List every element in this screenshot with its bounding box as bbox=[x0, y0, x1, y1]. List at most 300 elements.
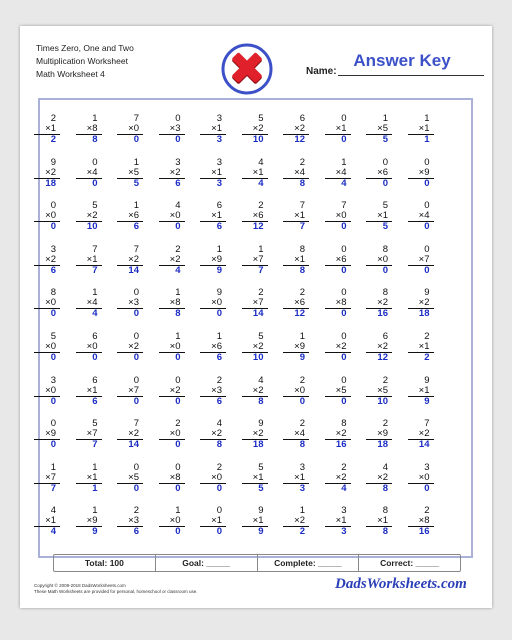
problem-multiplicand: 2 bbox=[341, 461, 347, 473]
problem bbox=[242, 332, 268, 363]
problem bbox=[325, 463, 351, 494]
problem bbox=[408, 463, 434, 494]
problem-multiplier: ×1 bbox=[34, 124, 60, 135]
problem-multiplicand: 0 bbox=[133, 461, 139, 473]
problem bbox=[242, 245, 268, 276]
problem bbox=[159, 332, 185, 363]
problem-multiplier: ×2 bbox=[325, 429, 351, 440]
problem bbox=[34, 506, 60, 537]
problem bbox=[34, 376, 60, 407]
problem bbox=[117, 158, 143, 189]
problem-answer: 7 bbox=[258, 264, 264, 276]
problem-multiplicand: 0 bbox=[175, 374, 181, 386]
problem-answer: 0 bbox=[133, 395, 139, 407]
problem-multiplier: ×1 bbox=[408, 124, 434, 135]
problem-answer: 10 bbox=[377, 395, 388, 407]
problem bbox=[408, 419, 434, 450]
problem-answer: 0 bbox=[382, 264, 388, 276]
problem-multiplier: ×6 bbox=[117, 211, 143, 222]
problem bbox=[283, 376, 309, 407]
problem-answer: 0 bbox=[50, 308, 56, 320]
problem bbox=[325, 419, 351, 450]
problem-multiplier: ×2 bbox=[408, 298, 434, 309]
problem-answer: 0 bbox=[50, 352, 56, 363]
problem-answer: 9 bbox=[299, 352, 305, 363]
problem bbox=[283, 419, 309, 450]
problem-answer: 0 bbox=[175, 134, 181, 145]
problem-multiplier: ×2 bbox=[159, 168, 185, 179]
problem bbox=[117, 245, 143, 276]
problem-multiplicand: 5 bbox=[92, 418, 98, 430]
problem bbox=[366, 288, 392, 319]
problem bbox=[366, 332, 392, 363]
problem-answer: 6 bbox=[133, 526, 139, 538]
title-line-1: Times Zero, One and Two bbox=[36, 43, 134, 53]
problem-multiplicand: 4 bbox=[216, 418, 222, 430]
problem-answer: 6 bbox=[92, 395, 98, 407]
problem-answer: 2 bbox=[424, 352, 430, 363]
problem bbox=[34, 245, 60, 276]
problem-multiplicand: 2 bbox=[175, 243, 181, 255]
worksheet-page bbox=[20, 26, 492, 608]
problem-multiplier: ×6 bbox=[200, 342, 226, 353]
problem bbox=[117, 506, 143, 537]
problem bbox=[34, 463, 60, 494]
problem-multiplier: ×1 bbox=[366, 516, 392, 527]
problem-answer: 10 bbox=[86, 221, 98, 233]
problem bbox=[159, 288, 185, 319]
problem-multiplier: ×0 bbox=[159, 429, 185, 440]
problem-multiplier: ×2 bbox=[366, 342, 392, 353]
problem-multiplicand: 3 bbox=[50, 374, 56, 386]
problem-multiplicand: 3 bbox=[424, 461, 430, 473]
problem bbox=[76, 376, 102, 407]
problem-multiplier: ×5 bbox=[117, 168, 143, 179]
problem-answer: 8 bbox=[175, 308, 181, 320]
problem-answer: 0 bbox=[299, 395, 305, 407]
problem-answer: 2 bbox=[299, 526, 305, 538]
problem-multiplicand: 2 bbox=[216, 374, 222, 386]
problem bbox=[283, 463, 309, 494]
problem-multiplicand: 6 bbox=[92, 374, 98, 386]
problem-multiplier: ×1 bbox=[242, 516, 268, 527]
problem-multiplicand: 2 bbox=[50, 113, 56, 124]
answer-key-label: Answer Key bbox=[353, 51, 451, 70]
problem-multiplicand: 8 bbox=[50, 287, 56, 299]
problem-multiplier: ×5 bbox=[366, 124, 392, 135]
problem-answer: 8 bbox=[382, 526, 388, 538]
problem-multiplicand: 3 bbox=[341, 505, 347, 517]
problem-answer: 4 bbox=[175, 264, 181, 276]
problem-multiplicand: 9 bbox=[424, 287, 430, 299]
problem-multiplicand: 0 bbox=[175, 113, 181, 124]
problem bbox=[408, 158, 434, 189]
problem-answer: 0 bbox=[424, 177, 430, 189]
problem-multiplicand: 1 bbox=[299, 331, 305, 342]
problem bbox=[283, 114, 309, 145]
problem-multiplicand: 2 bbox=[382, 374, 388, 386]
problem-multiplier: ×1 bbox=[200, 516, 226, 527]
problem-multiplicand: 0 bbox=[92, 156, 98, 168]
problem-multiplicand: 2 bbox=[382, 418, 388, 430]
problem-answer: 0 bbox=[341, 395, 347, 407]
problem-multiplier: ×2 bbox=[325, 473, 351, 484]
problem-multiplicand: 0 bbox=[133, 287, 139, 299]
problem bbox=[366, 376, 392, 407]
problem-multiplicand: 8 bbox=[382, 243, 388, 255]
problem-answer: 0 bbox=[216, 308, 222, 320]
problem-multiplier: ×2 bbox=[117, 429, 143, 440]
problem-multiplier: ×1 bbox=[366, 211, 392, 222]
problem-answer: 12 bbox=[294, 134, 305, 145]
problem bbox=[117, 114, 143, 145]
goal-cell: Goal: _____ bbox=[156, 555, 258, 571]
problem bbox=[159, 419, 185, 450]
problem bbox=[34, 288, 60, 319]
problem-multiplier: ×2 bbox=[242, 124, 268, 135]
problem-multiplier: ×2 bbox=[34, 255, 60, 266]
problem-multiplicand: 3 bbox=[175, 156, 181, 168]
problem-multiplier: ×6 bbox=[242, 211, 268, 222]
problem-multiplier: ×8 bbox=[325, 298, 351, 309]
problem-multiplicand: 1 bbox=[341, 156, 347, 168]
problem-multiplicand: 1 bbox=[175, 287, 181, 299]
problem bbox=[200, 332, 226, 363]
problem-answer: 0 bbox=[424, 482, 430, 494]
problem-multiplier: ×4 bbox=[408, 211, 434, 222]
problem-multiplicand: 3 bbox=[299, 461, 305, 473]
problem-multiplicand: 7 bbox=[133, 243, 139, 255]
problem-answer: 9 bbox=[92, 526, 98, 538]
problem-multiplicand: 8 bbox=[382, 505, 388, 517]
problem-answer: 6 bbox=[216, 221, 222, 233]
problem-multiplicand: 0 bbox=[341, 331, 347, 342]
problem-multiplier: ×2 bbox=[408, 429, 434, 440]
problem-multiplicand: 1 bbox=[299, 505, 305, 517]
problem-multiplier: ×0 bbox=[76, 342, 102, 353]
problem-multiplicand: 4 bbox=[382, 461, 388, 473]
problem-answer: 18 bbox=[418, 308, 430, 320]
problem-answer: 6 bbox=[216, 352, 222, 363]
problem bbox=[283, 332, 309, 363]
problem bbox=[242, 201, 268, 232]
problem-multiplier: ×1 bbox=[200, 124, 226, 135]
problem-multiplier: ×3 bbox=[200, 386, 226, 397]
problem-answer: 0 bbox=[133, 482, 139, 494]
problem-multiplier: ×8 bbox=[408, 516, 434, 527]
problem-multiplicand: 1 bbox=[92, 287, 98, 299]
problem-answer: 14 bbox=[128, 439, 139, 451]
problem bbox=[159, 114, 185, 145]
problem-multiplier: ×5 bbox=[117, 473, 143, 484]
problem-answer: 14 bbox=[252, 308, 264, 320]
problem-multiplier: ×2 bbox=[283, 516, 309, 527]
problem-multiplicand: 2 bbox=[216, 461, 222, 473]
problem bbox=[325, 288, 351, 319]
problem-multiplicand: 9 bbox=[258, 418, 264, 430]
problem bbox=[325, 506, 351, 537]
problem bbox=[200, 245, 226, 276]
problem-multiplier: ×4 bbox=[76, 168, 102, 179]
problem-answer: 3 bbox=[216, 134, 222, 145]
problem-answer: 8 bbox=[92, 134, 98, 145]
copyright-text bbox=[34, 583, 198, 595]
problem bbox=[76, 463, 102, 494]
problem-multiplier: ×1 bbox=[76, 386, 102, 397]
problem bbox=[283, 158, 309, 189]
problem bbox=[200, 376, 226, 407]
problem-multiplier: ×3 bbox=[159, 124, 185, 135]
problem-multiplicand: 6 bbox=[216, 200, 222, 212]
problem-multiplicand: 0 bbox=[133, 374, 139, 386]
problem-multiplicand: 4 bbox=[258, 156, 264, 168]
problem-multiplier: ×0 bbox=[325, 211, 351, 222]
problem-multiplier: ×0 bbox=[34, 298, 60, 309]
problem-multiplicand: 6 bbox=[382, 331, 388, 342]
problem-multiplicand: 0 bbox=[133, 331, 139, 342]
problem-multiplier: ×6 bbox=[283, 298, 309, 309]
problem-multiplicand: 2 bbox=[133, 505, 139, 517]
problem-answer: 8 bbox=[382, 482, 388, 494]
problem bbox=[34, 114, 60, 145]
problem-multiplicand: 8 bbox=[382, 287, 388, 299]
problem-answer: 6 bbox=[175, 177, 181, 189]
problem bbox=[117, 332, 143, 363]
problem-answer: 4 bbox=[258, 177, 264, 189]
name-label: Name: bbox=[306, 66, 337, 77]
problem-multiplier: ×5 bbox=[366, 386, 392, 397]
problem-multiplicand: 1 bbox=[133, 200, 139, 212]
problem-multiplicand: 6 bbox=[299, 113, 305, 124]
problem-answer: 7 bbox=[299, 221, 305, 233]
problem-multiplicand: 5 bbox=[382, 200, 388, 212]
problem bbox=[76, 288, 102, 319]
problem-multiplicand: 4 bbox=[258, 374, 264, 386]
problem-answer: 0 bbox=[341, 264, 347, 276]
problem-multiplier: ×7 bbox=[242, 255, 268, 266]
problem-multiplier: ×1 bbox=[283, 255, 309, 266]
problem bbox=[325, 332, 351, 363]
problem-multiplicand: 7 bbox=[341, 200, 347, 212]
problem-multiplier: ×2 bbox=[283, 124, 309, 135]
correct-cell: Correct: _____ bbox=[380, 558, 440, 568]
problem bbox=[283, 201, 309, 232]
problem-answer: 5 bbox=[258, 482, 264, 494]
problem-multiplicand: 1 bbox=[382, 113, 388, 124]
problem-multiplicand: 0 bbox=[341, 243, 347, 255]
problem bbox=[159, 376, 185, 407]
problem-answer: 0 bbox=[133, 308, 139, 320]
problem bbox=[159, 506, 185, 537]
problem bbox=[200, 158, 226, 189]
problem-answer: 3 bbox=[216, 177, 222, 189]
problem-answer: 12 bbox=[294, 308, 305, 320]
problem-multiplier: ×2 bbox=[159, 255, 185, 266]
problem-answer: 0 bbox=[341, 221, 347, 233]
problem-multiplier: ×2 bbox=[325, 342, 351, 353]
problem-multiplier: ×0 bbox=[159, 342, 185, 353]
problem bbox=[159, 463, 185, 494]
problem bbox=[242, 419, 268, 450]
problem-multiplier: ×0 bbox=[159, 211, 185, 222]
problem-multiplier: ×1 bbox=[76, 255, 102, 266]
problem-multiplier: ×1 bbox=[200, 211, 226, 222]
problem-multiplier: ×1 bbox=[408, 342, 434, 353]
problem-answer: 0 bbox=[175, 352, 181, 363]
problem-answer: 14 bbox=[418, 439, 430, 451]
problem-multiplier: ×4 bbox=[325, 168, 351, 179]
problem-answer: 18 bbox=[252, 439, 264, 451]
problem-multiplicand: 0 bbox=[382, 156, 388, 168]
problem-multiplicand: 0 bbox=[216, 505, 222, 517]
problem-multiplier: ×8 bbox=[159, 298, 185, 309]
problem-answer: 6 bbox=[50, 264, 56, 276]
problem-multiplicand: 5 bbox=[50, 331, 56, 342]
problem-multiplicand: 1 bbox=[92, 461, 98, 473]
problem-multiplicand: 1 bbox=[92, 113, 98, 124]
problem-multiplicand: 7 bbox=[92, 243, 98, 255]
problem-multiplicand: 3 bbox=[50, 243, 56, 255]
problem-answer: 8 bbox=[299, 439, 305, 451]
problem-multiplicand: 1 bbox=[424, 113, 430, 124]
problem-answer: 8 bbox=[258, 395, 264, 407]
problem-multiplier: ×8 bbox=[159, 473, 185, 484]
problem bbox=[76, 419, 102, 450]
problem-multiplicand: 2 bbox=[258, 200, 264, 212]
problem-multiplier: ×1 bbox=[200, 168, 226, 179]
problem-multiplicand: 2 bbox=[258, 287, 264, 299]
problem-multiplicand: 3 bbox=[216, 156, 222, 168]
problem-multiplicand: 7 bbox=[424, 418, 430, 430]
problem-multiplier: ×1 bbox=[242, 473, 268, 484]
problem bbox=[242, 288, 268, 319]
problem-multiplier: ×2 bbox=[117, 342, 143, 353]
complete-cell: Complete: _____ bbox=[258, 555, 360, 571]
problem bbox=[408, 506, 434, 537]
problem-multiplier: ×0 bbox=[366, 255, 392, 266]
problem-multiplier: ×2 bbox=[159, 386, 185, 397]
problem bbox=[34, 201, 60, 232]
problem-multiplicand: 5 bbox=[258, 461, 264, 473]
problem bbox=[325, 158, 351, 189]
problem-multiplier: ×4 bbox=[283, 168, 309, 179]
problem-multiplier: ×7 bbox=[76, 429, 102, 440]
problem bbox=[200, 201, 226, 232]
problem-answer: 0 bbox=[50, 439, 56, 451]
problem bbox=[117, 201, 143, 232]
problem-multiplicand: 0 bbox=[341, 374, 347, 386]
problem-multiplier: ×0 bbox=[34, 342, 60, 353]
problem-answer: 5 bbox=[133, 177, 139, 189]
problem-multiplicand: 4 bbox=[175, 200, 181, 212]
problem-answer: 7 bbox=[92, 439, 98, 451]
problem-multiplier: ×1 bbox=[283, 211, 309, 222]
problem-multiplier: ×4 bbox=[283, 429, 309, 440]
problem-answer: 9 bbox=[424, 395, 430, 407]
problem-multiplicand: 9 bbox=[216, 287, 222, 299]
title-line-2: Multiplication Worksheet bbox=[36, 56, 128, 66]
red-x-icon bbox=[221, 43, 273, 95]
name-line bbox=[338, 75, 484, 76]
problem-multiplier: ×0 bbox=[159, 516, 185, 527]
problem-multiplicand: 1 bbox=[258, 243, 264, 255]
problem-answer: 14 bbox=[128, 264, 139, 276]
problem-answer: 3 bbox=[299, 482, 305, 494]
problem-multiplier: ×0 bbox=[34, 386, 60, 397]
problem-answer: 0 bbox=[133, 352, 139, 363]
problem bbox=[200, 419, 226, 450]
problem-multiplier: ×1 bbox=[76, 473, 102, 484]
problem-multiplicand: 1 bbox=[216, 331, 222, 342]
total-cell: Total: 100 bbox=[54, 555, 156, 571]
problem-multiplier: ×9 bbox=[34, 429, 60, 440]
problem-answer: 5 bbox=[382, 134, 388, 145]
problem-multiplicand: 4 bbox=[50, 505, 56, 517]
problem-multiplier: ×1 bbox=[325, 124, 351, 135]
problem bbox=[325, 376, 351, 407]
problem-multiplicand: 9 bbox=[50, 156, 56, 168]
problem bbox=[34, 158, 60, 189]
problem-multiplicand: 7 bbox=[133, 113, 139, 124]
problem-answer: 16 bbox=[377, 308, 388, 320]
problem bbox=[408, 114, 434, 145]
problem-multiplier: ×6 bbox=[325, 255, 351, 266]
problem-multiplier: ×0 bbox=[200, 473, 226, 484]
problem bbox=[76, 114, 102, 145]
problem-multiplier: ×2 bbox=[366, 473, 392, 484]
problem bbox=[366, 158, 392, 189]
title-line-3: Math Worksheet 4 bbox=[36, 69, 105, 79]
problem bbox=[200, 288, 226, 319]
problem bbox=[325, 201, 351, 232]
problem bbox=[76, 201, 102, 232]
problem bbox=[408, 332, 434, 363]
problem bbox=[325, 245, 351, 276]
problem-multiplier: ×9 bbox=[366, 429, 392, 440]
problem-multiplicand: 0 bbox=[50, 200, 56, 212]
problem-answer: 8 bbox=[299, 264, 305, 276]
problem bbox=[283, 288, 309, 319]
problem-answer: 6 bbox=[216, 395, 222, 407]
problem-multiplicand: 7 bbox=[133, 418, 139, 430]
problem bbox=[283, 506, 309, 537]
problem-multiplicand: 0 bbox=[175, 461, 181, 473]
problem-multiplier: ×2 bbox=[242, 386, 268, 397]
problem bbox=[408, 376, 434, 407]
problem-multiplier: ×2 bbox=[34, 168, 60, 179]
problem-multiplier: ×0 bbox=[408, 473, 434, 484]
problem-multiplier: ×0 bbox=[283, 386, 309, 397]
problem-multiplier: ×1 bbox=[283, 473, 309, 484]
problem bbox=[242, 114, 268, 145]
problem-answer: 4 bbox=[92, 308, 98, 320]
problem-multiplier: ×2 bbox=[242, 342, 268, 353]
problem-answer: 6 bbox=[133, 221, 139, 233]
problem bbox=[242, 463, 268, 494]
problem-multiplicand: 1 bbox=[175, 331, 181, 342]
problem-answer: 9 bbox=[216, 264, 222, 276]
problem-multiplier: ×9 bbox=[76, 516, 102, 527]
problem bbox=[366, 245, 392, 276]
problem bbox=[366, 114, 392, 145]
problem-answer: 0 bbox=[50, 395, 56, 407]
problem-multiplicand: 8 bbox=[341, 418, 347, 430]
problem-multiplicand: 0 bbox=[341, 113, 347, 124]
problem-multiplier: ×7 bbox=[34, 473, 60, 484]
problem-answer: 4 bbox=[341, 177, 347, 189]
problem-answer: 10 bbox=[252, 352, 264, 363]
problem-multiplicand: 0 bbox=[424, 200, 430, 212]
